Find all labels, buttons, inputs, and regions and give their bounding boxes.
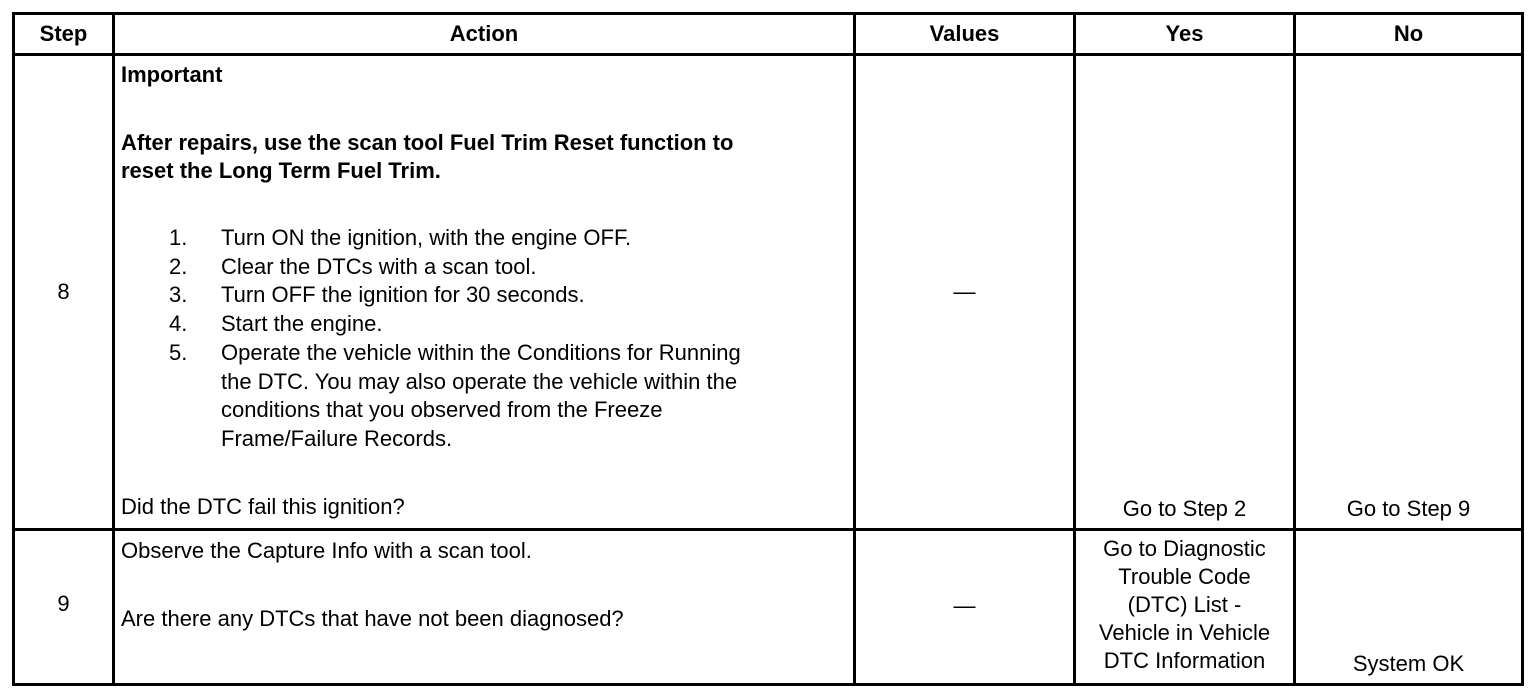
no-cell: Go to Step 9 [1346, 496, 1471, 521]
header-no: No [1393, 21, 1424, 46]
list-item [121, 310, 846, 339]
list-item [121, 281, 846, 310]
values-cell: — [953, 279, 976, 304]
column-divider [112, 15, 115, 683]
list-number: 2. [169, 253, 188, 279]
yes-text-line: Trouble Code [1118, 563, 1251, 589]
list-item [121, 224, 846, 253]
list-text: Start the engine. [221, 311, 383, 337]
action-cell [121, 61, 846, 454]
list-text-line: conditions that you observed from the Freeze [221, 397, 663, 423]
list-text: Turn ON the ignition, with the engine OFF. [221, 225, 632, 250]
yes-text-line: Vehicle in Vehicle [1098, 619, 1271, 645]
important-text: After repairs, use the scan tool Fuel Trim Reset function to [121, 130, 734, 155]
action-text: Observe the Capture Info with a scan tool. [121, 538, 532, 563]
list-text-line: Operate the vehicle within the Conditions for Running [221, 339, 741, 365]
list-text: Clear the DTCs with a scan tool. [221, 253, 537, 279]
yes-text-line: DTC Information [1103, 647, 1266, 673]
header-yes: Yes [1165, 21, 1204, 46]
action-cell [121, 537, 846, 633]
list-number: 1. [169, 225, 188, 250]
important-text: reset the Long Term Fuel Trim. [121, 158, 441, 183]
question-text: Are there any DTCs that have not been diagnosed? [121, 606, 624, 631]
list-item [121, 253, 846, 282]
yes-cell: Go to Step 2 [1122, 496, 1247, 521]
yes-cell [1076, 531, 1293, 683]
yes-text-line: (DTC) List - [1127, 591, 1242, 617]
list-item [121, 339, 846, 454]
header-action: Action [449, 21, 519, 46]
list-text [221, 339, 846, 454]
step-number: 8 [57, 279, 70, 304]
list-text-line: Frame/Failure Records. [221, 425, 453, 451]
header-step: Step [39, 21, 88, 46]
list-number: 4. [169, 311, 188, 337]
question-text: Did the DTC fail this ignition? [121, 494, 405, 519]
list-text-line: the DTC. You may also operate the vehicle within the [221, 368, 738, 394]
important-label: Important [121, 62, 223, 87]
step-number: 9 [57, 591, 70, 616]
values-cell: — [953, 593, 976, 618]
step-list [121, 224, 846, 454]
diagnostic-table [12, 12, 1524, 686]
no-cell: System OK [1352, 651, 1465, 676]
list-number: 3. [169, 282, 188, 308]
header-values: Values [929, 21, 1000, 46]
list-text: Turn OFF the ignition for 30 seconds. [221, 282, 585, 308]
list-number: 5. [169, 339, 188, 365]
yes-text-line: Go to Diagnostic [1103, 535, 1266, 561]
